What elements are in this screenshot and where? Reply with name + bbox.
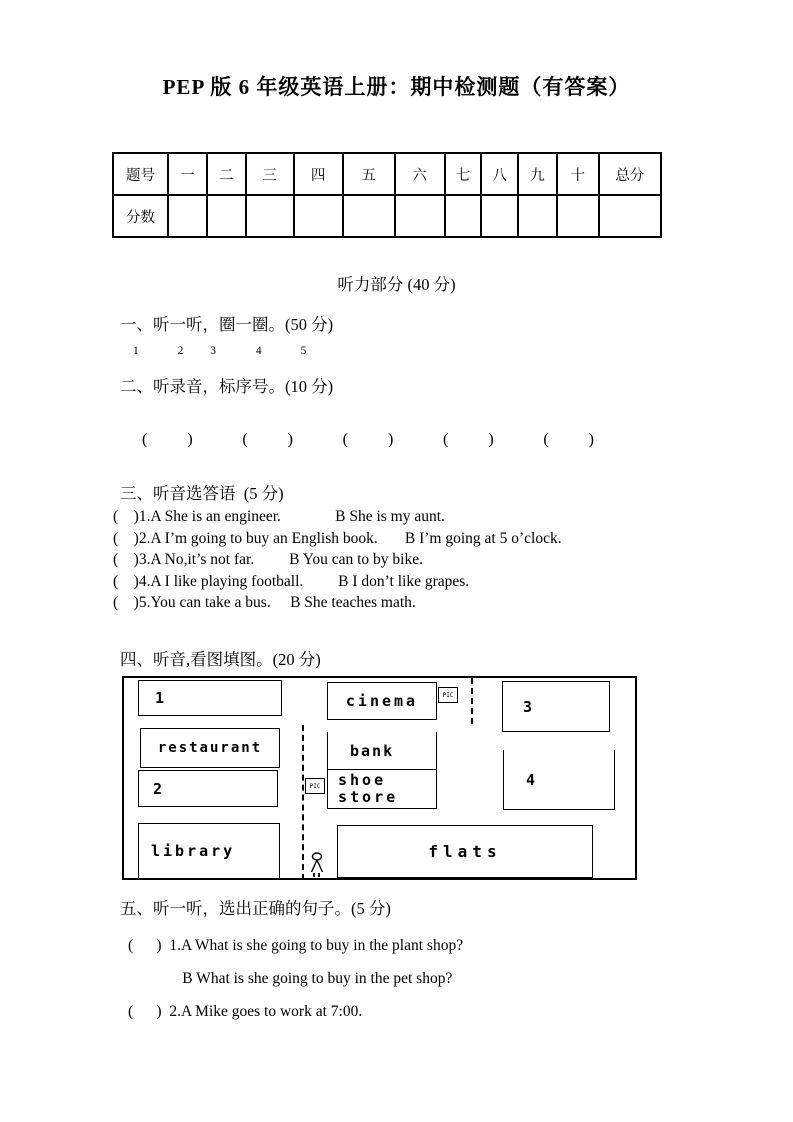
image-placeholder-icon: PIC xyxy=(438,687,458,703)
dashed-road-line-top xyxy=(471,678,473,724)
score-blank-cell xyxy=(395,195,445,237)
dashed-road-line-main xyxy=(302,725,304,880)
score-blank-cell xyxy=(246,195,294,237)
section-1-title: 一、听一听，圈一圈。(50 分) xyxy=(120,315,334,334)
item-number: 5 xyxy=(300,345,307,357)
answer-blank: ( ) xyxy=(442,431,494,448)
question-line: B What is she going to buy in the pet shop? xyxy=(128,970,453,987)
section-2-title: 二、听录音，标序号。(10 分) xyxy=(120,377,334,396)
score-blank-cell xyxy=(518,195,557,237)
header-cell-1: 一 xyxy=(168,153,207,195)
score-blank-cell xyxy=(557,195,599,237)
map-blank-box-2: 2 xyxy=(138,770,278,807)
question-line: ( ) 2.A Mike goes to work at 7:00. xyxy=(128,1003,363,1020)
score-table-header-row xyxy=(113,153,661,195)
person-icon xyxy=(308,852,326,878)
map-restaurant-box: restaurant xyxy=(140,728,280,768)
item-number: 2 xyxy=(177,345,184,357)
header-cell-4: 四 xyxy=(294,153,343,195)
score-table-score-row xyxy=(113,195,661,237)
section-3-title: 三、听音选答语 (5 分) xyxy=(120,484,284,503)
question-item: ( )2.A I’m going to buy an English book. B I’m going at 5 o’clock. xyxy=(113,529,562,547)
section-4-title: 四、听音,看图填图。(20 分) xyxy=(120,650,321,669)
map-library-box: library xyxy=(138,823,280,879)
map-bank-box: bank xyxy=(328,732,436,770)
section-1-item-numbers xyxy=(131,345,306,357)
score-table xyxy=(112,152,662,238)
map-blank-box-1: 1 xyxy=(138,680,282,716)
section-3-question-list xyxy=(113,506,562,614)
header-cell-total: 总分 xyxy=(599,153,661,195)
street-map-diagram xyxy=(122,676,637,880)
score-blank-cell xyxy=(207,195,246,237)
answer-blank: ( ) xyxy=(142,431,193,448)
score-blank-cell xyxy=(481,195,518,237)
header-cell-9: 九 xyxy=(518,153,557,195)
header-cell-5: 五 xyxy=(343,153,395,195)
header-cell-6: 六 xyxy=(395,153,445,195)
item-number: 3 xyxy=(210,345,216,357)
score-blank-cell xyxy=(343,195,395,237)
listening-part-heading: 听力部分 (40 分) xyxy=(337,275,456,294)
question-item: ( )5.You can take a bus. B She teaches math. xyxy=(113,594,416,611)
score-blank-cell xyxy=(168,195,207,237)
section-5-question-list xyxy=(128,929,463,1028)
header-cell-3: 三 xyxy=(246,153,294,195)
map-bank-shoe-building xyxy=(327,732,437,809)
map-blank-box-3: 3 xyxy=(502,681,610,732)
item-number: 1 xyxy=(133,345,139,357)
header-cell-10: 十 xyxy=(557,153,599,195)
map-shoe-store-box: shoe store xyxy=(338,771,399,806)
answer-blank: ( ) xyxy=(242,431,293,448)
answer-blank: ( ) xyxy=(342,431,394,448)
header-cell-question-number: 题号 xyxy=(113,153,168,195)
header-cell-7: 七 xyxy=(445,153,482,195)
question-item: ( )1.A She is an engineer. B She is my aunt. xyxy=(113,508,445,525)
question-line: ( ) 1.A What is she going to buy in the plant shop? xyxy=(128,937,464,954)
page-title: PEP 版 6 年级英语上册：期中检测题（有答案） xyxy=(162,75,631,99)
score-row-label: 分数 xyxy=(113,195,168,237)
answer-blank: ( ) xyxy=(543,431,594,448)
header-cell-2: 二 xyxy=(207,153,246,195)
score-blank-cell xyxy=(294,195,343,237)
map-cinema-box: cinema xyxy=(327,682,437,720)
image-placeholder-icon: PIC xyxy=(305,778,325,794)
score-blank-cell xyxy=(445,195,482,237)
section-5-title: 五、听一听，选出正确的句子。(5 分) xyxy=(120,899,391,918)
map-blank-box-4: 4 xyxy=(503,750,615,810)
question-item: ( )4.A I like playing football. B I don’t like grapes. xyxy=(113,572,470,590)
score-blank-cell xyxy=(599,195,661,237)
section-2-answer-blanks xyxy=(142,431,594,449)
question-item: ( )3.A No,it’s not far. B You can to by bike. xyxy=(113,551,423,568)
map-flats-box: flats xyxy=(337,825,593,878)
item-number: 4 xyxy=(255,345,262,357)
header-cell-8: 八 xyxy=(481,153,518,195)
